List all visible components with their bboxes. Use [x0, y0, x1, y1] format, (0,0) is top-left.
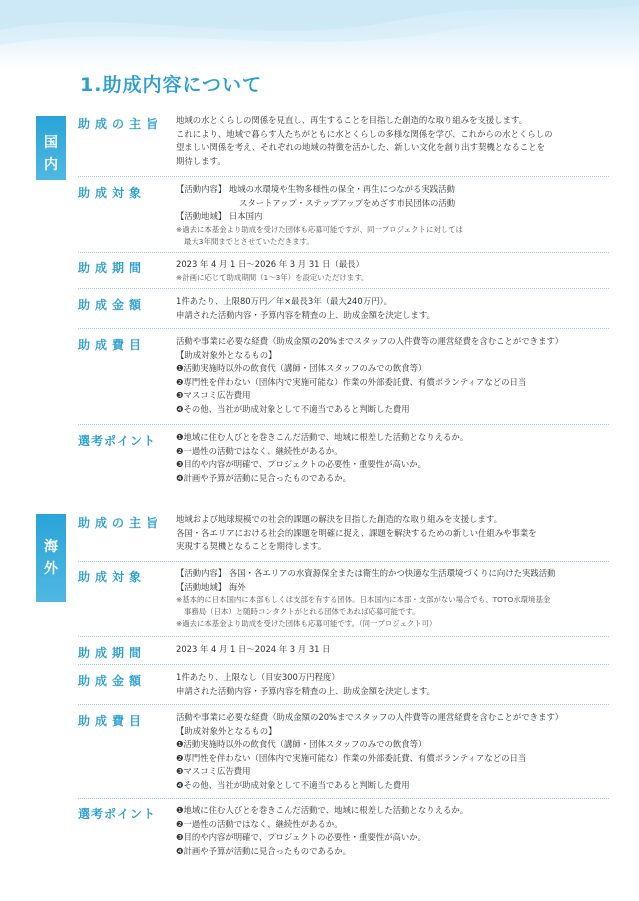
text-line: 【活動内容】 地域の水環境や生物多様性の保全・再生につながる実践活動 — [176, 184, 455, 194]
domestic-purpose-label: 助成の主旨 — [78, 117, 164, 131]
overseas-amount-text — [176, 671, 609, 698]
domestic-period-row — [78, 258, 609, 284]
domestic-amount-label: 助成金額 — [78, 298, 147, 312]
text-line: ❶活動実施時以外の飲食代（講師・団体スタッフのみでの飲食等） — [176, 363, 427, 374]
text-line: 【活動内容】 各国・各エリアの水資源保全または衛生的かつ快適な生活環境づくりに向けた実践活動 — [176, 568, 556, 578]
text-line: 【活動地域】 日本国内 — [176, 211, 263, 222]
overseas-purpose-row — [78, 513, 609, 554]
overseas-points-text — [176, 804, 609, 858]
text-line: ❷専門性を伴わない（団体内で実施可能な）作業の外部委託費、有償ボランティアなどの日当 — [176, 752, 527, 763]
divider — [78, 288, 609, 289]
text-line: 【助成対象外となるもの】 — [176, 725, 277, 736]
overseas-points-label: 選考ポイント — [78, 807, 157, 821]
domestic-expense-text — [176, 335, 609, 417]
text-line: 1件あたり、上限80万円／年×最長3年（最大240万円）。 — [176, 296, 392, 306]
text-line: これにより、地域で暮らす人たちがともに水とくらしの多様な関係を学び、これからの水とくらしの — [176, 128, 553, 139]
domestic-tab — [36, 116, 66, 180]
domestic-period-label: 助成期間 — [78, 261, 147, 275]
note-line: ※過去に本基金より助成を受けた団体も応募可能ですが、同一プロジェクトに対しては — [176, 224, 463, 234]
domestic-points-text — [176, 431, 609, 485]
overseas-expense-row — [78, 711, 609, 793]
text-line: ❸マスコミ広告費用 — [176, 766, 251, 777]
text-line: 1件あたり、上限なし（目安300万円程度） — [176, 672, 340, 682]
overseas-period-text — [176, 643, 609, 661]
note-line: 事務局（日本）と随時コンタクトがとれる団体であれば応募可能です。 — [184, 607, 420, 617]
divider — [78, 561, 609, 562]
text-line: ❶活動実施時以外の飲食代（講師・団体スタッフのみでの飲食等） — [176, 739, 427, 750]
overseas-amount-row — [78, 671, 609, 698]
domestic-purpose-text — [176, 114, 609, 168]
domestic-target-row — [78, 183, 609, 248]
text-line: 2023 年 4 月 1 日〜2026 年 3 月 31 日（最長） — [176, 259, 365, 269]
divider — [78, 424, 609, 425]
overseas-expense-label: 助成費目 — [78, 714, 147, 728]
overseas-target-row — [78, 567, 609, 630]
text-line: ❷一過性の活動ではなく、継続性があるか。 — [176, 445, 343, 456]
note-line: ※計画に応じて助成期間（1〜3年）を設定いただけます。 — [176, 272, 369, 282]
text-line: ❸目的や内容が明確で、プロジェクトの必要性・重要性が高いか。 — [176, 459, 427, 470]
note-line: ※基本的に日本国内に本部もしくは支部を有する団体。日本国内に本部・支部がない場合でも、TOTO水環境基金 — [176, 595, 551, 605]
text-line: ❷専門性を伴わない（団体内で実施可能な）作業の外部委託費、有償ボランティアなどの日当 — [176, 376, 527, 387]
header-wave-decoration — [0, 0, 639, 70]
domestic-purpose-row — [78, 114, 609, 168]
text-line: 各国・各エリアにおける社会的課題を明確に捉え、課題を解決するための新しい仕組みや事業を — [176, 527, 537, 538]
text-line: ❹その他、当社が助成対象として不適当であると判断した費用 — [176, 403, 410, 414]
overseas-expense-text — [176, 711, 609, 793]
overseas-period-label: 助成期間 — [78, 646, 147, 660]
overseas-tab-char-1: 海 — [44, 539, 58, 555]
divider — [78, 252, 609, 253]
divider — [78, 664, 609, 665]
text-line: ❸マスコミ広告費用 — [176, 390, 251, 401]
domestic-tab-char-2: 内 — [44, 157, 58, 173]
overseas-target-text — [176, 567, 609, 630]
page-title: 1.助成内容について — [80, 74, 263, 96]
domestic-amount-row — [78, 295, 609, 322]
text-line: スタートアップ・ステップアップをめざす市民団体の活動 — [239, 197, 456, 208]
text-line: 2023 年 4 月 1 日〜2024 年 3 月 31 日 — [176, 644, 331, 654]
text-line: 活動や事業に必要な経費（助成金額の20%までスタッフの人件費等の運営経費を含むことができます） — [176, 336, 564, 346]
text-line: 活動や事業に必要な経費（助成金額の20%までスタッフの人件費等の運営経費を含むことができます） — [176, 712, 564, 722]
overseas-tab-char-2: 外 — [44, 561, 58, 577]
text-line: ❶地域に住む人びとを巻きこんだ活動で、地域に根差した活動となりえるか。 — [176, 432, 469, 442]
text-line: ❷一過性の活動ではなく、継続性があるか。 — [176, 818, 343, 829]
divider — [78, 328, 609, 329]
text-line: ❹計画や予算が活動に見合ったものであるか。 — [176, 845, 352, 856]
divider — [78, 798, 609, 799]
text-line: ❸目的や内容が明確で、プロジェクトの必要性・重要性が高いか。 — [176, 832, 427, 843]
text-line: 望ましい関係を考え、それぞれの地域の特徴を活かした、新しい文化を創り出す契機となることを — [176, 142, 546, 153]
overseas-points-row — [78, 804, 609, 858]
divider — [78, 176, 609, 177]
domestic-tab-char-1: 国 — [44, 135, 58, 151]
overseas-purpose-text — [176, 513, 609, 554]
divider — [78, 704, 609, 705]
text-line: ❶地域に住む人びとを巻きこんだ活動で、地域に根差した活動となりえるか。 — [176, 805, 469, 815]
text-line: 実現する契機となることを期待します。 — [176, 541, 327, 552]
domestic-target-label: 助成対象 — [78, 186, 147, 200]
text-line: 申請された活動内容・予算内容を精査の上、助成金額を決定します。 — [176, 309, 435, 320]
overseas-target-label: 助成対象 — [78, 570, 147, 584]
text-line: 【活動地域】 海外 — [176, 581, 246, 592]
note-line: 最大3年間までとさせていただきます。 — [184, 236, 314, 246]
domestic-expense-row — [78, 335, 609, 417]
divider — [78, 636, 609, 637]
domestic-expense-label: 助成費目 — [78, 338, 147, 352]
overseas-period-row — [78, 643, 609, 661]
domestic-points-label: 選考ポイント — [78, 434, 157, 448]
text-line: 期待します。 — [176, 155, 226, 166]
note-line: ※過去に本基金より助成を受けた団体も応募可能です。（同一プロジェクト可） — [176, 619, 437, 629]
text-line: 申請された活動内容・予算内容を精査の上、助成金額を決定します。 — [176, 685, 435, 696]
domestic-amount-text — [176, 295, 609, 322]
domestic-period-text — [176, 258, 609, 284]
text-line: ❹その他、当社が助成対象として不適当であると判断した費用 — [176, 779, 410, 790]
overseas-tab — [36, 514, 66, 602]
text-line: ❹計画や予算が活動に見合ったものであるか。 — [176, 472, 352, 483]
text-line: 地域および地球規模での社会的課題の解決を目指した創造的な取り組みを支援します。 — [176, 514, 502, 524]
text-line: 地域の水とくらしの関係を見直し、再生することを目指した創造的な取り組みを支援します。 — [176, 115, 528, 125]
overseas-purpose-label: 助成の主旨 — [78, 516, 164, 530]
text-line: 【助成対象外となるもの】 — [176, 349, 277, 360]
domestic-points-row — [78, 431, 609, 485]
domestic-target-text — [176, 183, 609, 248]
overseas-amount-label: 助成金額 — [78, 674, 147, 688]
